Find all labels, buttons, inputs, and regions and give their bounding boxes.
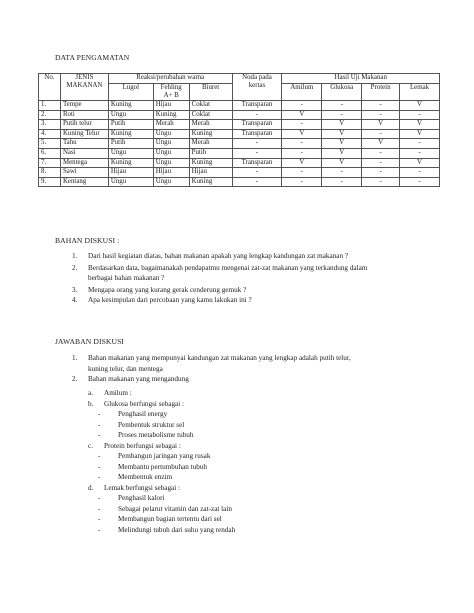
observation-table [38, 73, 440, 187]
sub-bullet-item [88, 493, 235, 504]
cell-biuret: Kuning [189, 177, 232, 187]
table-row [39, 148, 440, 158]
cell-lugol: Kuning [108, 101, 153, 111]
sub-bullet-item [88, 409, 235, 420]
sub-bullet-text: Proses metabolisme tubuh [118, 431, 194, 439]
dash-bullet: - [98, 515, 101, 523]
diskusi-item [72, 263, 367, 274]
header-noda [232, 74, 282, 101]
table-header-row-1 [39, 74, 440, 84]
cell-biuret: Merah [189, 120, 232, 130]
cell-no: 8. [39, 168, 61, 178]
dash-bullet: - [98, 525, 101, 534]
cell-biuret: Hijau [189, 168, 232, 178]
sub-bullet-text: Membantu pertumbuhan tubuh [118, 462, 208, 471]
cell-name: Kuning Telur [60, 129, 108, 139]
cell-lugol: Putih [108, 139, 153, 149]
cell-lemak: - [400, 139, 440, 149]
cell-lemak: V [400, 129, 440, 139]
cell-amilum: - [282, 168, 322, 178]
diskusi-item [72, 295, 367, 306]
cell-amilum: V [282, 110, 322, 120]
jawaban-sublist [88, 388, 235, 535]
cell-fehling: Ungu [153, 139, 189, 149]
cell-biuret: Coklat [189, 101, 232, 111]
header-fehling-line2: A+ B [163, 92, 179, 99]
jawaban-item [72, 353, 351, 364]
cell-protein: - [362, 129, 400, 139]
dash-bullet: - [98, 504, 101, 513]
cell-no: 1. [39, 101, 61, 111]
dash-bullet: - [98, 473, 101, 481]
header-lugol: Lugol [108, 84, 153, 101]
cell-fehling: Merah [153, 120, 189, 130]
cell-lemak: V [400, 158, 440, 168]
cell-amilum: - [282, 101, 322, 111]
cell-no: 4. [39, 129, 61, 139]
jawaban-number: 1. [72, 354, 78, 362]
diskusi-text: Berdasarkan data, bagaimanakah pendapatmu mengenai zat-zat makanan yang terkandung dalam [88, 263, 368, 272]
cell-name: Roti [60, 110, 108, 120]
cell-fehling: Hijau [153, 168, 189, 178]
header-jenis-line2: MAKANAN [66, 82, 103, 89]
cell-no: 9. [39, 177, 61, 187]
cell-protein: - [362, 110, 400, 120]
header-noda-line1: Noda pada [242, 74, 272, 81]
cell-fehling: Ungu [153, 148, 189, 158]
cell-amilum: V [282, 158, 322, 168]
header-biuret: Biuret [189, 84, 232, 101]
diskusi-text: Apa kesimpulan dari percobaan yang kamu lakukan ini ? [88, 296, 252, 304]
sub-bullet-text: Penghasil energy [118, 410, 168, 418]
cell-amilum: - [282, 148, 322, 158]
cell-lugol: Ungu [108, 177, 153, 187]
diskusi-text: Mengapa orang yang kurang gerak cenderung gemuk ? [88, 285, 247, 294]
cell-amilum: V [282, 129, 322, 139]
jawaban-text: Bahan makanan yang mengandung [88, 375, 189, 383]
cell-biuret: Kuning [189, 158, 232, 168]
sub-letter: d. [88, 483, 94, 492]
diskusi-text-continued: berbagai bahan makanan ? [88, 274, 165, 282]
cell-name: Nasi [60, 148, 108, 158]
cell-lemak: - [400, 177, 440, 187]
diskusi-text: Dari hasil kegiatan diatas, bahan makanan apakah yang lengkap kandungan zat makanan ? [88, 252, 349, 260]
header-amilum: Amilum [282, 84, 322, 101]
cell-fehling: Ungu [153, 129, 189, 139]
diskusi-item [72, 285, 367, 296]
dash-bullet: - [98, 462, 101, 471]
cell-amilum: - [282, 139, 322, 149]
cell-name: Sawi [60, 168, 108, 178]
section-title-bahan-diskusi: BAHAN DISKUSI : [55, 236, 120, 245]
cell-fehling: Hijau [153, 101, 189, 111]
cell-name: Putih telur [60, 120, 108, 130]
cell-glukosa: V [322, 148, 362, 158]
cell-glukosa: - [322, 168, 362, 178]
cell-no: 2. [39, 110, 61, 120]
sub-title: Lemak berfungsi sebagai : [104, 483, 181, 492]
sub-bullet-text: Melindungi tubuh dari suhu yang rendah [118, 525, 236, 534]
sub-bullet-text: Penghasil kalori [118, 494, 165, 502]
table-row [39, 158, 440, 168]
cell-glukosa: V [322, 158, 362, 168]
sub-item-c [88, 441, 235, 452]
cell-glukosa: - [322, 101, 362, 111]
diskusi-number: 4. [72, 296, 78, 304]
header-glukosa: Glukosa [322, 84, 362, 101]
table-row [39, 168, 440, 178]
cell-lugol: Hijau [108, 168, 153, 178]
cell-noda: - [232, 168, 282, 178]
sub-bullet-item [88, 430, 235, 441]
cell-lugol: Kuning [108, 129, 153, 139]
jawaban-list [72, 353, 351, 385]
sub-letter: b. [88, 399, 94, 408]
cell-name: Tempe [60, 101, 108, 111]
cell-biuret: Coklat [189, 110, 232, 120]
cell-fehling: Kuning [153, 110, 189, 120]
header-jenis-line1: JENIS [75, 74, 94, 81]
cell-lugol: Kuning [108, 158, 153, 168]
dash-bullet: - [98, 420, 101, 429]
sub-title: Protein berfungsi sebagai : [104, 441, 181, 450]
cell-lemak: - [400, 110, 440, 120]
cell-no: 5. [39, 139, 61, 149]
header-hasil-uji: Hasil Uji Makanan [282, 74, 440, 84]
cell-lemak: V [400, 120, 440, 130]
dash-bullet: - [98, 494, 101, 502]
cell-no: 3. [39, 120, 61, 130]
header-fehling-line1: Fehling [160, 84, 182, 91]
sub-letter: a. [88, 389, 93, 397]
sub-title: Glukosa berfungsi sebagai : [104, 399, 185, 408]
section-title-data-pengamatan: DATA PENGAMATAN [55, 53, 130, 62]
cell-protein: - [362, 101, 400, 111]
sub-bullet-text: Membentuk enzim [118, 473, 173, 481]
dash-bullet: - [98, 410, 101, 418]
cell-lugol: Putih [108, 120, 153, 130]
sub-bullet-text: Membangun bagian tertentu dari sel [118, 515, 222, 523]
header-protein: Protein [362, 84, 400, 101]
header-fehling [153, 84, 189, 101]
jawaban-text-continued: kuning telur, dan mentega [88, 364, 163, 373]
table-row [39, 101, 440, 111]
diskusi-number: 1. [72, 252, 78, 260]
cell-lemak: - [400, 148, 440, 158]
cell-noda: Transparan [232, 120, 282, 130]
sub-letter: c. [88, 441, 93, 450]
table-row [39, 120, 440, 130]
cell-lugol: Ungu [108, 110, 153, 120]
cell-noda: - [232, 110, 282, 120]
sub-bullet-item [88, 472, 235, 483]
sub-bullet-item [88, 525, 235, 536]
cell-no: 6. [39, 148, 61, 158]
cell-noda: - [232, 148, 282, 158]
cell-biuret: Putih [189, 148, 232, 158]
cell-protein: - [362, 158, 400, 168]
cell-glukosa: V [322, 129, 362, 139]
cell-protein: - [362, 148, 400, 158]
diskusi-list [72, 251, 367, 306]
cell-noda: Transparan [232, 101, 282, 111]
cell-protein: - [362, 168, 400, 178]
header-lemak: Lemak [400, 84, 440, 101]
cell-noda: - [232, 177, 282, 187]
dash-bullet: - [98, 452, 101, 460]
diskusi-number: 2. [72, 263, 78, 272]
sub-bullet-item [88, 462, 235, 473]
cell-fehling: Ungu [153, 177, 189, 187]
sub-title: Amilum : [104, 389, 132, 397]
cell-noda: Transparan [232, 158, 282, 168]
cell-no: 7. [39, 158, 61, 168]
cell-protein: - [362, 177, 400, 187]
sub-item-d [88, 483, 235, 494]
header-noda-line2: kertas [248, 82, 266, 89]
cell-lemak: V [400, 101, 440, 111]
cell-glukosa: V [322, 120, 362, 130]
cell-fehling: Ungu [153, 158, 189, 168]
sub-bullet-item [88, 420, 235, 431]
table-row [39, 177, 440, 187]
sub-bullet-text: Sebagai pelarut vitamin dan zat-zat lain [118, 504, 232, 513]
cell-biuret: Kuning [189, 129, 232, 139]
cell-amilum: - [282, 120, 322, 130]
diskusi-number: 3. [72, 285, 78, 294]
table-body [39, 101, 440, 187]
cell-name: Tahu [60, 139, 108, 149]
jawaban-number: 2. [72, 375, 78, 383]
cell-noda: - [232, 139, 282, 149]
cell-protein: V [362, 120, 400, 130]
sub-bullet-item [88, 451, 235, 462]
sub-bullet-item [88, 504, 235, 515]
cell-name: Mentega [60, 158, 108, 168]
jawaban-text: Bahan makanan yang mempunyai kandungan zat makanan yang lengkap adalah putih telur, [88, 354, 351, 362]
header-reaksi: Reaksi/perubahan warna [108, 74, 232, 84]
sub-bullet-text: Pembangun jaringan yang rusak [118, 452, 211, 460]
header-jenis-makanan [60, 74, 108, 101]
cell-name: Kentang [60, 177, 108, 187]
cell-protein: V [362, 139, 400, 149]
cell-glukosa: V [322, 139, 362, 149]
cell-noda: Transparan [232, 129, 282, 139]
sub-item-a [88, 388, 235, 399]
table-row [39, 110, 440, 120]
sub-bullet-text: Pembentuk struktur sel [118, 420, 185, 429]
cell-glukosa: - [322, 110, 362, 120]
jawaban-item [72, 374, 351, 385]
cell-lemak: - [400, 168, 440, 178]
table-row [39, 129, 440, 139]
cell-biuret: Merah [189, 139, 232, 149]
table-row [39, 139, 440, 149]
cell-amilum: - [282, 177, 322, 187]
diskusi-item [72, 251, 367, 262]
header-no: No. [39, 74, 61, 101]
section-title-jawaban-diskusi: JAWABAN DISKUSI [55, 337, 125, 346]
sub-item-b [88, 399, 235, 410]
cell-glukosa: - [322, 177, 362, 187]
dash-bullet: - [98, 431, 101, 439]
sub-bullet-item [88, 514, 235, 525]
cell-lugol: Ungu [108, 148, 153, 158]
